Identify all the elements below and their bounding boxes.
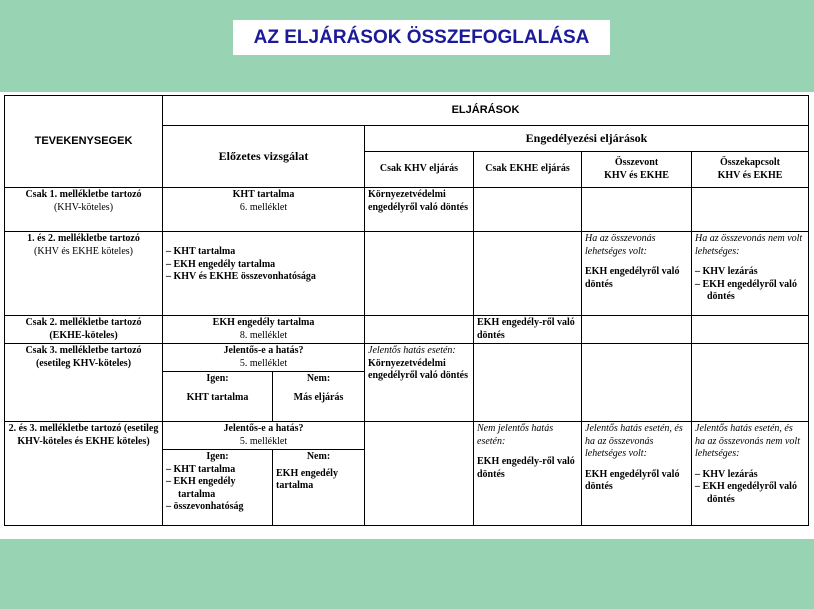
row4-activity: Csak 3. mellékletbe tartozó (esetileg KHV-köteles) xyxy=(5,344,163,422)
header-combined-label: Összevont xyxy=(614,157,659,168)
row5-ekhe-condition: Nem jelentős hatás esetén: xyxy=(477,423,554,447)
row2-activity xyxy=(5,232,163,316)
row5-preliminary-title: Jelentős-e a hatás? xyxy=(223,423,304,434)
row2-combined-decision: EKH engedélyről való döntés xyxy=(585,266,680,290)
row2-preliminary xyxy=(163,232,365,316)
header-procedures: ELJÁRÁSOK xyxy=(163,96,809,126)
row5-linked xyxy=(692,422,809,526)
row4-linked xyxy=(692,344,809,422)
row5-preliminary xyxy=(163,422,365,450)
row5-khv-only xyxy=(365,422,474,526)
row2-combined xyxy=(582,232,692,316)
list-item: – EKH engedélyről való döntés xyxy=(695,481,797,505)
row2-linked-condition: Ha az összevonás nem volt lehetséges: xyxy=(695,233,803,257)
row5-preliminary-sub: 5. melléklet xyxy=(239,435,288,447)
header-ekhe-only: Csak EKHE eljárás xyxy=(474,152,582,188)
row4-yes-label: Igen: xyxy=(206,373,229,384)
row2-activity-title: 1. és 2. mellékletbe tartozó xyxy=(27,233,140,244)
row4-no-value: Más eljárás xyxy=(293,391,344,403)
list-item: – EKH engedély tartalma xyxy=(166,258,276,270)
row1-ekhe-only xyxy=(474,188,582,232)
header-khv-only: Csak KHV eljárás xyxy=(365,152,474,188)
row3-preliminary-title: EKH engedély tartalma xyxy=(212,317,315,328)
row5-yes-list xyxy=(166,464,269,514)
row3-preliminary xyxy=(163,316,365,344)
row4-preliminary xyxy=(163,344,365,372)
row5-ekhe-only xyxy=(474,422,582,526)
row1-linked xyxy=(692,188,809,232)
header-preliminary: Előzetes vizsgálat xyxy=(163,126,365,188)
header-combined xyxy=(582,152,692,188)
row3-activity-sub: (EKHE-köteles) xyxy=(49,329,118,341)
row4-ekhe-only xyxy=(474,344,582,422)
row1-preliminary-title: KHT tartalma xyxy=(232,189,295,200)
row4-khv-decision: Környezetvédelmi engedélyről való döntés xyxy=(368,357,468,381)
row5-yes-label: Igen: xyxy=(206,451,229,462)
list-item: – KHV lezárás xyxy=(695,266,758,277)
page-title: AZ ELJÁRÁSOK ÖSSZEFOGLALÁSA xyxy=(233,20,610,55)
header-linked xyxy=(692,152,809,188)
row5-combined-condition: Jelentős hatás esetén, és ha az összevonás lehetséges volt: xyxy=(585,423,683,459)
row5-combined xyxy=(582,422,692,526)
row5-no-value: EKH engedély tartalma xyxy=(276,467,338,491)
row4-no-label: Nem: xyxy=(306,373,331,384)
list-item: – összevonhatóság xyxy=(166,501,244,512)
procedures-table xyxy=(4,95,809,526)
procedures-table-sheet xyxy=(0,92,814,539)
list-item: – KHV lezárás xyxy=(695,468,758,480)
row3-khv-only xyxy=(365,316,474,344)
header-activities: TEVEKENYSEGEK xyxy=(5,96,163,188)
row3-preliminary-sub: 8. melléklet xyxy=(239,329,288,341)
list-item: – KHT tartalma xyxy=(166,463,236,475)
list-item: – KHT tartalma xyxy=(166,246,236,257)
list-item: – EKH engedély tartalma xyxy=(166,476,236,500)
row1-activity-sub: (KHV-köteles) xyxy=(53,201,114,213)
row4-yes-value: KHT tartalma xyxy=(186,391,249,403)
row4-khv-only xyxy=(365,344,474,422)
row1-combined xyxy=(582,188,692,232)
row2-linked xyxy=(692,232,809,316)
row3-ekhe-only: EKH engedély-ről való döntés xyxy=(474,316,582,344)
row5-ekhe-decision: EKH engedély-ről való döntés xyxy=(477,456,575,480)
row5-activity: 2. és 3. mellékletbe tartozó (esetileg KHV-köteles és EKHE köteles) xyxy=(5,422,163,526)
row3-activity xyxy=(5,316,163,344)
row2-combined-condition: Ha az összevonás lehetséges volt: xyxy=(585,233,656,257)
list-item: – KHV és EKHE összevonhatósága xyxy=(166,271,316,282)
row4-khv-condition: Jelentős hatás esetén: xyxy=(368,345,456,356)
row4-combined xyxy=(582,344,692,422)
header-permit-procedures: Engedélyezési eljárások xyxy=(365,126,809,152)
row2-preliminary-list xyxy=(166,246,361,284)
list-item: – EKH engedélyről való döntés xyxy=(695,278,797,302)
row5-no-label: Nem: xyxy=(306,451,331,462)
row4-no xyxy=(273,372,365,422)
row5-no xyxy=(273,450,365,526)
header-linked-label: Összekapcsolt xyxy=(720,157,780,168)
row3-linked xyxy=(692,316,809,344)
row2-ekhe-only xyxy=(474,232,582,316)
row1-activity xyxy=(5,188,163,232)
row1-khv-only: Környezetvédelmi engedélyről való döntés xyxy=(365,188,474,232)
row2-linked-list xyxy=(695,266,805,304)
row2-khv-only xyxy=(365,232,474,316)
row5-yes xyxy=(163,450,273,526)
row5-combined-decision: EKH engedélyről való döntés xyxy=(585,468,680,492)
row3-combined xyxy=(582,316,692,344)
row2-activity-sub: (KHV és EKHE köteles) xyxy=(34,245,133,257)
header-combined-sub: KHV és EKHE xyxy=(604,169,669,181)
row4-preliminary-sub: 5. melléklet xyxy=(239,357,288,369)
row5-linked-condition: Jelentős hatás esetén, és ha az összevonás nem volt lehetséges: xyxy=(695,423,800,459)
row1-preliminary-sub: 6. melléklet xyxy=(239,201,288,213)
row4-preliminary-title: Jelentős-e a hatás? xyxy=(223,345,304,356)
row4-yes xyxy=(163,372,273,422)
row1-activity-title: Csak 1. mellékletbe tartozó xyxy=(25,189,142,200)
header-linked-sub: KHV és EKHE xyxy=(717,169,783,181)
row3-activity-title: Csak 2. mellékletbe tartozó xyxy=(25,317,142,328)
row1-preliminary xyxy=(163,188,365,232)
row5-linked-list xyxy=(695,469,805,507)
